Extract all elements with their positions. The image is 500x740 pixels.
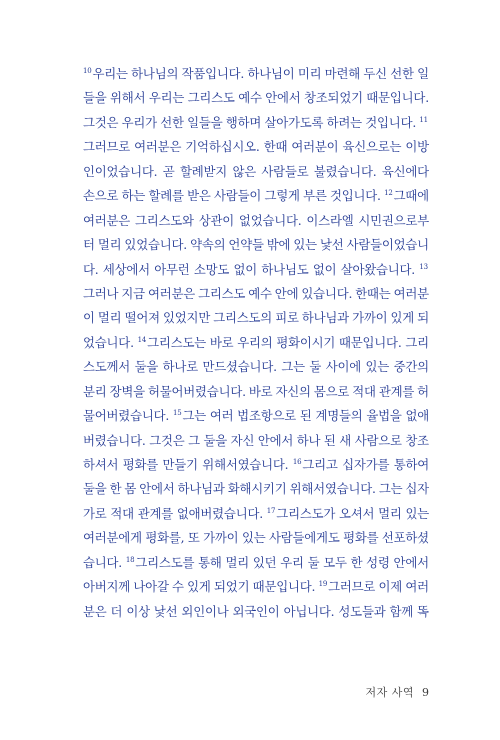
word: 안에서	[265, 90, 301, 106]
word: 없이	[233, 261, 258, 277]
word: 자신	[230, 432, 255, 448]
text-line	[83, 355, 429, 379]
word: 스도께서	[83, 359, 131, 375]
word: 있었지만	[163, 310, 211, 326]
word: 때문입니다.	[338, 334, 402, 350]
word: 이스라엘	[306, 212, 354, 228]
word: 작품입니다.	[181, 66, 245, 82]
word: 둘을	[134, 359, 159, 375]
word: 육신에다	[381, 163, 429, 179]
word: 여러분은	[134, 139, 182, 155]
word: 살아왔습니다.	[340, 261, 416, 277]
word: 있었습니다.	[124, 237, 188, 253]
text-line	[83, 600, 429, 624]
word: 미리	[297, 66, 322, 82]
word: 것입니다.	[329, 188, 381, 204]
word: 창조되었기	[304, 90, 363, 106]
word: 우리의	[237, 334, 273, 350]
word: 그리스도	[198, 285, 246, 301]
text-line	[83, 233, 429, 257]
word: 그는	[378, 481, 403, 497]
word: 안에서	[257, 432, 294, 448]
word: 있습니다.	[301, 285, 353, 301]
word: 법조항으로	[237, 408, 297, 424]
word: 분리	[83, 383, 107, 399]
word: $^{18}$그리스도를	[125, 554, 195, 570]
text-line	[83, 575, 429, 599]
word: 때문입니다.	[252, 579, 316, 595]
word: 그리	[405, 334, 429, 350]
word: 여러	[405, 579, 429, 595]
word: 계명들의	[315, 408, 363, 424]
word: 버렸습니다.	[83, 432, 146, 448]
text-line	[83, 551, 429, 575]
word: 허	[417, 383, 429, 399]
word: 하려는	[326, 114, 362, 130]
word: 둘을	[203, 432, 228, 448]
word: 있는	[241, 530, 266, 546]
word: 우리	[280, 554, 304, 570]
word: 십자	[405, 481, 429, 497]
word: 멀리	[97, 310, 122, 326]
word: 관계를	[378, 383, 415, 399]
word: 곧	[162, 163, 175, 179]
word: 하나	[296, 432, 321, 448]
text-line	[83, 209, 429, 233]
word: 된	[323, 432, 336, 448]
word: 아무런	[154, 261, 190, 277]
word: 두신	[363, 66, 387, 82]
text-line	[83, 160, 429, 184]
word: 바로	[248, 383, 273, 399]
word: 멀리	[225, 554, 249, 570]
word: 예수	[238, 90, 262, 106]
word: 육신으로는	[342, 139, 402, 155]
word: 밖에	[266, 237, 291, 253]
text-line	[83, 62, 429, 86]
verse-number: 10	[83, 67, 92, 76]
word: 선포하셨	[381, 530, 429, 546]
word: 그	[188, 432, 200, 448]
page-footer	[365, 684, 429, 700]
word: 하나님과	[301, 310, 349, 326]
text-line	[83, 429, 429, 453]
word: 외국인이	[232, 603, 280, 619]
word: 장벽을	[109, 383, 145, 399]
word: 멀리	[97, 237, 122, 253]
word: 외인이나	[181, 603, 229, 619]
word: 사람들로	[261, 163, 309, 179]
page-number: 9	[422, 686, 429, 699]
word: 선한	[160, 114, 184, 130]
text-line	[83, 380, 429, 404]
word: 있는	[293, 237, 317, 253]
word: 통하여	[393, 457, 429, 473]
word: 안에	[274, 285, 299, 301]
word: 일	[417, 66, 429, 82]
word: 평화이시기	[276, 334, 336, 350]
word: 위해서였습니다.	[289, 481, 376, 497]
word: 하는	[121, 188, 146, 204]
word: 있게	[390, 310, 415, 326]
word: 수	[172, 579, 184, 595]
word: $^{16}$그리고	[292, 457, 338, 473]
word	[419, 264, 429, 276]
word: 않은	[232, 163, 256, 179]
word: 한	[350, 554, 363, 570]
word: 아버지께	[83, 579, 131, 595]
word: 성령	[366, 554, 390, 570]
word: 이상	[126, 603, 150, 619]
word: 있게	[187, 579, 211, 595]
text-line	[83, 477, 429, 501]
word: 할례를	[148, 188, 184, 204]
word: 없었습니다.	[238, 212, 302, 228]
text-line	[83, 404, 429, 428]
word: 있는	[405, 505, 429, 521]
word: 여러분에게	[83, 530, 142, 546]
text-line	[83, 184, 429, 208]
word: 평화를	[122, 457, 159, 473]
verse-number: 14	[137, 335, 147, 344]
word: 하나님도	[261, 261, 309, 277]
word: 사람들에게도	[268, 530, 340, 546]
word: 그리스도와	[134, 212, 194, 228]
word: 관계를	[137, 505, 174, 521]
word: 더	[110, 603, 123, 619]
word: 하나님의	[131, 66, 179, 82]
verse-number: 13	[419, 262, 428, 271]
word: 지금	[121, 285, 145, 301]
word: 그러므로	[83, 139, 131, 155]
word: 가까이	[352, 310, 388, 326]
word: 피로	[275, 310, 299, 326]
word: 사람들이	[214, 188, 262, 204]
word: 분은	[83, 603, 107, 619]
word: 받은	[187, 188, 211, 204]
word: 자신의	[275, 383, 311, 399]
word: 우리는	[148, 90, 185, 106]
text-line	[83, 502, 429, 526]
word: 가로	[83, 505, 107, 521]
word: 하나로	[162, 359, 198, 375]
word: 사람들이었습니	[346, 237, 429, 253]
verse-number: 18	[125, 555, 135, 564]
word: 선한	[390, 66, 414, 82]
word: 만들기	[162, 457, 198, 473]
word: 떨어져	[124, 310, 160, 326]
word: 약속의	[190, 237, 226, 253]
word: 통해	[198, 554, 222, 570]
word: 시민권으로부	[358, 212, 429, 228]
word: 이방	[405, 139, 429, 155]
word: 들을	[83, 90, 107, 106]
word: 예수	[248, 285, 272, 301]
word: 적대	[110, 505, 134, 521]
word: 사이에	[325, 359, 362, 375]
word: $^{10}$우리는	[83, 66, 128, 82]
word: 평화를	[343, 530, 379, 546]
word: 사람으로	[354, 432, 402, 448]
word: 성도들과	[338, 603, 386, 619]
word: 하나님이	[247, 66, 295, 82]
word: 되었기	[214, 579, 250, 595]
word: 인이었습니다.	[83, 163, 158, 179]
word: 오셔서	[338, 505, 375, 521]
verse-number: 11	[419, 115, 428, 124]
word: 하나님과	[177, 481, 225, 497]
text-line	[83, 282, 429, 306]
word: 언약들	[228, 237, 264, 253]
word: 었습니다.	[83, 334, 134, 350]
word: 낯선	[319, 237, 344, 253]
word: 둘	[309, 359, 322, 375]
word: 불렸습니다.	[313, 163, 377, 179]
word: 위해서	[110, 90, 146, 106]
word: 적대	[352, 383, 376, 399]
word: 마련해	[324, 66, 361, 82]
word: 그러나	[83, 285, 119, 301]
word: 그는	[281, 359, 305, 375]
word: 그리스도	[187, 90, 235, 106]
word: 한	[109, 481, 122, 497]
word: 행하며	[225, 114, 262, 130]
word: 소망도	[193, 261, 230, 277]
word: $^{19}$그러므로	[318, 579, 376, 595]
word: 나아갈	[133, 579, 169, 595]
word: 여러분은	[83, 212, 131, 228]
word: $^{15}$그는	[172, 408, 206, 424]
word: 멀리	[378, 505, 402, 521]
word: 그렇게	[264, 188, 300, 204]
word: 된	[299, 408, 312, 424]
word: 여러분이	[291, 139, 339, 155]
text-line	[83, 331, 429, 355]
word: 있는	[365, 359, 390, 375]
verse-number: 19	[318, 580, 328, 589]
word: 또	[187, 530, 200, 546]
word: 창조	[405, 432, 429, 448]
verse-number: 15	[172, 409, 182, 418]
word: 기억하십시오.	[185, 139, 260, 155]
word: 상관이	[198, 212, 235, 228]
word: 살아가도록	[264, 114, 324, 130]
verse-number: 12	[384, 189, 393, 198]
text-line	[83, 526, 429, 550]
word: 하셔서	[83, 457, 119, 473]
word: 부른	[303, 188, 327, 204]
word: 일들을	[187, 114, 223, 130]
word	[419, 117, 429, 129]
word: 손으로	[83, 188, 119, 204]
word: 바로	[209, 334, 234, 350]
text-line	[83, 453, 429, 477]
word: 안에서	[139, 481, 175, 497]
word: 여러	[209, 408, 234, 424]
word: 만드셨습니다.	[202, 359, 277, 375]
word: 십자가를	[342, 457, 390, 473]
verse-number: 17	[266, 506, 276, 515]
word: 몸으로	[313, 383, 350, 399]
word: 한때	[263, 139, 288, 155]
text-line	[83, 258, 429, 282]
word: 할례받지	[179, 163, 228, 179]
word: 평화를,	[145, 530, 185, 546]
verse-number: 16	[292, 458, 302, 467]
word: $^{17}$그리스도가	[266, 505, 336, 521]
word: 여러분은	[147, 285, 196, 301]
word: $^{14}$그리스도는	[137, 334, 207, 350]
word: 습니다.	[83, 554, 123, 570]
word: 여러분	[393, 285, 429, 301]
word: 우리가	[121, 114, 157, 130]
word: 화해시키기	[227, 481, 287, 497]
word: 이	[83, 310, 95, 326]
word: 가까이	[203, 530, 239, 546]
running-title: 저자 사역	[365, 686, 414, 699]
word: 중간의	[393, 359, 429, 375]
word: 새	[339, 432, 352, 448]
word: 낯선	[153, 603, 178, 619]
word: 둘	[307, 554, 320, 570]
word: 그것은	[83, 114, 119, 130]
word: 있던	[252, 554, 277, 570]
word: 이제	[378, 579, 403, 595]
text-line	[83, 86, 429, 110]
text-line	[83, 111, 429, 135]
word: 아닙니다.	[283, 603, 335, 619]
word: 둘을	[83, 481, 107, 497]
word: 율법을	[366, 408, 402, 424]
word: 그것은	[149, 432, 185, 448]
word: 세상에서	[102, 261, 150, 277]
word: 안에서	[393, 554, 429, 570]
word: 다.	[83, 261, 99, 277]
word: 터	[83, 237, 95, 253]
word: 똑	[417, 603, 429, 619]
word: 허물어버렸습니다.	[147, 383, 246, 399]
text-line	[83, 135, 429, 159]
word: 것입니다.	[365, 114, 417, 130]
scripture-text-block	[83, 62, 429, 624]
word: 한때는	[355, 285, 391, 301]
word: 때문입니다.	[366, 90, 429, 106]
word: 위해서였습니다.	[202, 457, 289, 473]
text-line	[83, 306, 429, 330]
word: 함께	[389, 603, 414, 619]
word: 되	[417, 310, 429, 326]
word: 몸	[124, 481, 137, 497]
word: 그리스도의	[213, 310, 273, 326]
word: 물어버렸습니다.	[83, 408, 170, 424]
word: 없애버렸습니다.	[176, 505, 263, 521]
word: 모두	[323, 554, 347, 570]
word: 없애	[405, 408, 429, 424]
word: $^{12}$그때에	[384, 188, 429, 204]
word: 없이	[312, 261, 337, 277]
